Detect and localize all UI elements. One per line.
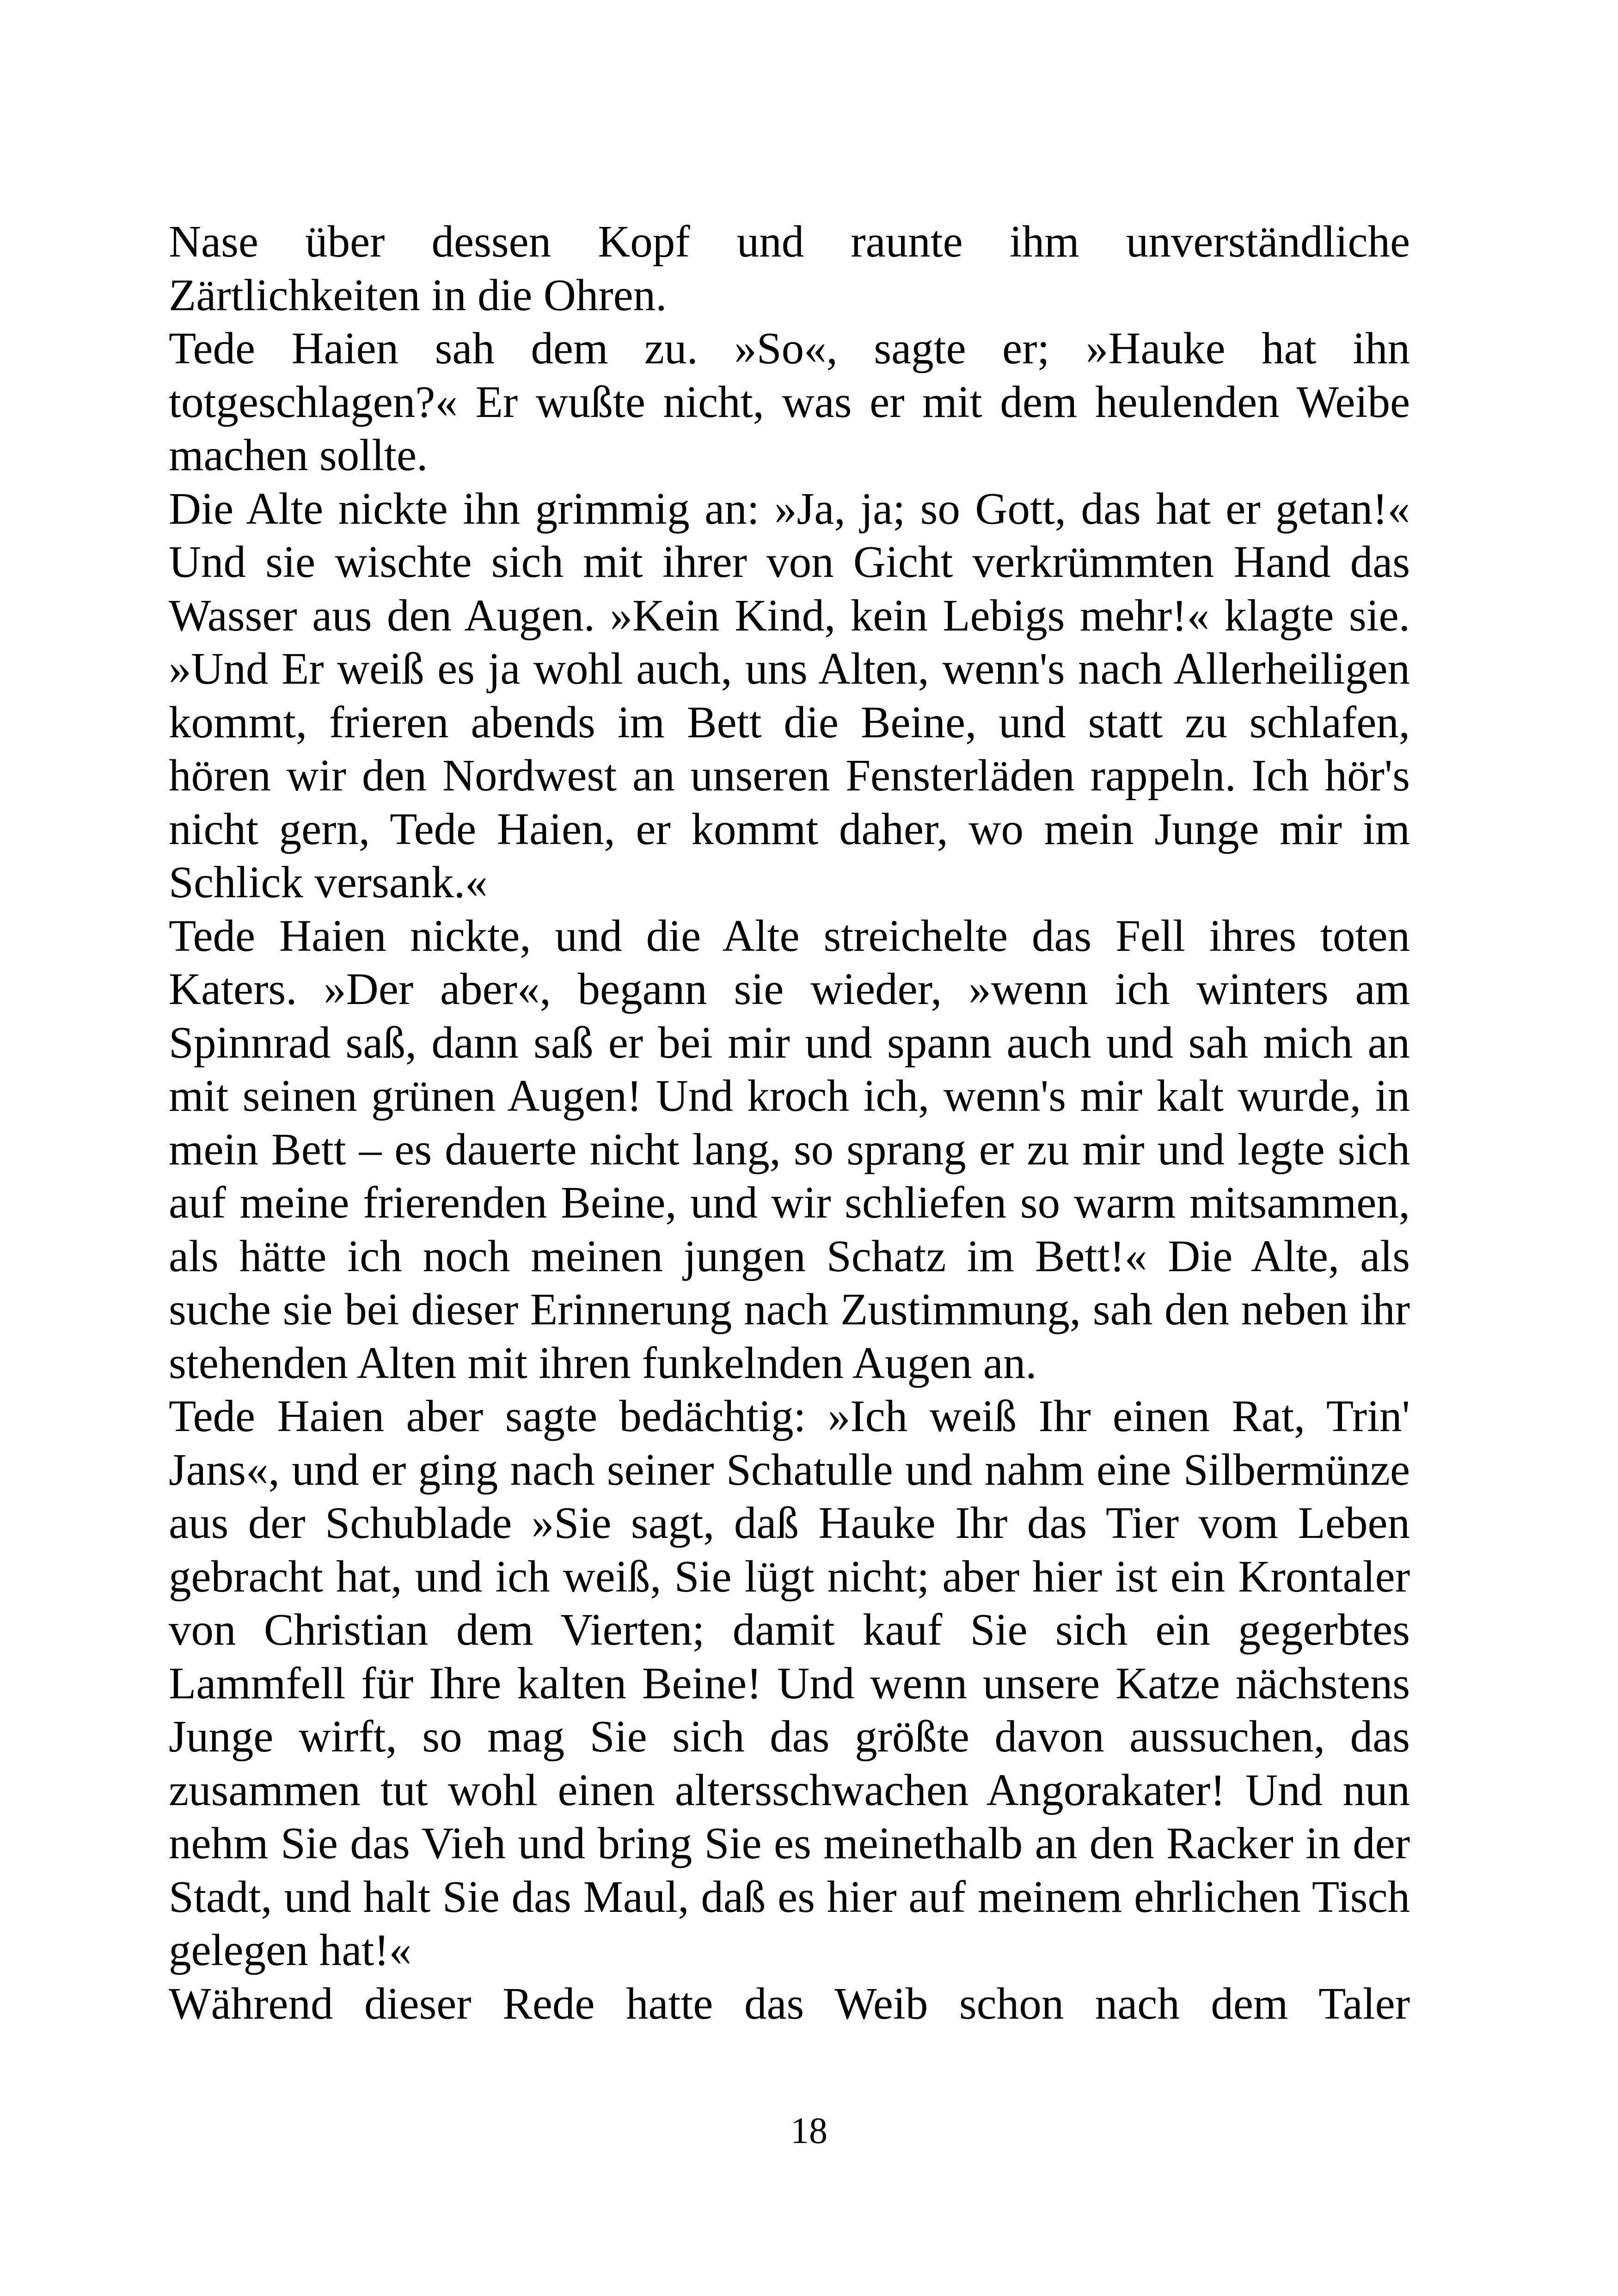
page-number: 18 <box>791 2111 827 2151</box>
paragraph-4: Tede Haien nickte, und die Alte streichelte das Fell ihres toten Katers. »Der aber«, begann sie wieder, »wenn ich winters am Spinnrad saß, dann saß er bei mir und spann auch und sah mich an mit seinen grünen Augen! Und kroch ich, wenn's mir kalt wurde, in mein Bett – es dauerte nicht lang, so sprang er zu mir und legte sich auf meine frierenden Beine, und wir schliefen so warm mitsammen, als hätte ich noch meinen jungen Schatz im Bett!« Die Alte, als suche sie bei dieser Erinnerung nach Zustimmung, sah den neben ihr stehenden Alten mit ihren funkelnden Augen an. <box>169 911 1410 1388</box>
paragraph-6: Während dieser Rede hatte das Weib schon nach dem Taler <box>169 1978 1410 2028</box>
paragraph-1: Nase über dessen Kopf und raunte ihm unverständliche Zärtlichkeiten in die Ohren. <box>169 217 1410 320</box>
paragraph-2: Tede Haien sah dem zu. »So«, sagte er; »Hauke hat ihn totgeschlagen?« Er wußte nicht, was er mit dem heulenden Weibe machen sollte. <box>169 324 1410 480</box>
paragraph-3: Die Alte nickte ihn grimmig an: »Ja, ja; so Gott, das hat er getan!« Und sie wischte sich mit ihrer von Gicht verkrümmten Hand das Wasser aus den Augen. »Kein Kind, kein Lebigs mehr!« klagte sie. »Und Er weiß es ja wohl auch, uns Alten, wenn's nach Allerheiligen kommt, frieren abends im Bett die Beine, und statt zu schlafen, hören wir den Nordwest an unseren Fensterläden rappeln. Ich hör's nicht gern, Tede Haien, er kommt daher, wo mein Junge mir im Schlick versank.« <box>169 484 1410 907</box>
paragraph-5: Tede Haien aber sagte bedächtig: »Ich weiß Ihr einen Rat, Trin' Jans«, und er ging nach seiner Schatulle und nahm eine Silbermünze aus der Schublade »Sie sagt, daß Hauke Ihr das Tier vom Leben gebracht hat, und ich weiß, Sie lügt nicht; aber hier ist ein Krontaler von Christian dem Vierten; damit kauf Sie sich ein gegerbtes Lammfell für Ihre kalten Beine! Und wenn unsere Katze nächstens Junge wirft, so mag Sie sich das größte davon aussuchen, das zusammen tut wohl einen altersschwachen Angorakater! Und nun nehm Sie das Vieh und bring Sie es meinethalb an den Racker in der Stadt, und halt Sie das Maul, daß es hier auf meinem ehrlichen Tisch gelegen hat!« <box>169 1391 1410 1975</box>
body-text <box>169 215 1410 2030</box>
